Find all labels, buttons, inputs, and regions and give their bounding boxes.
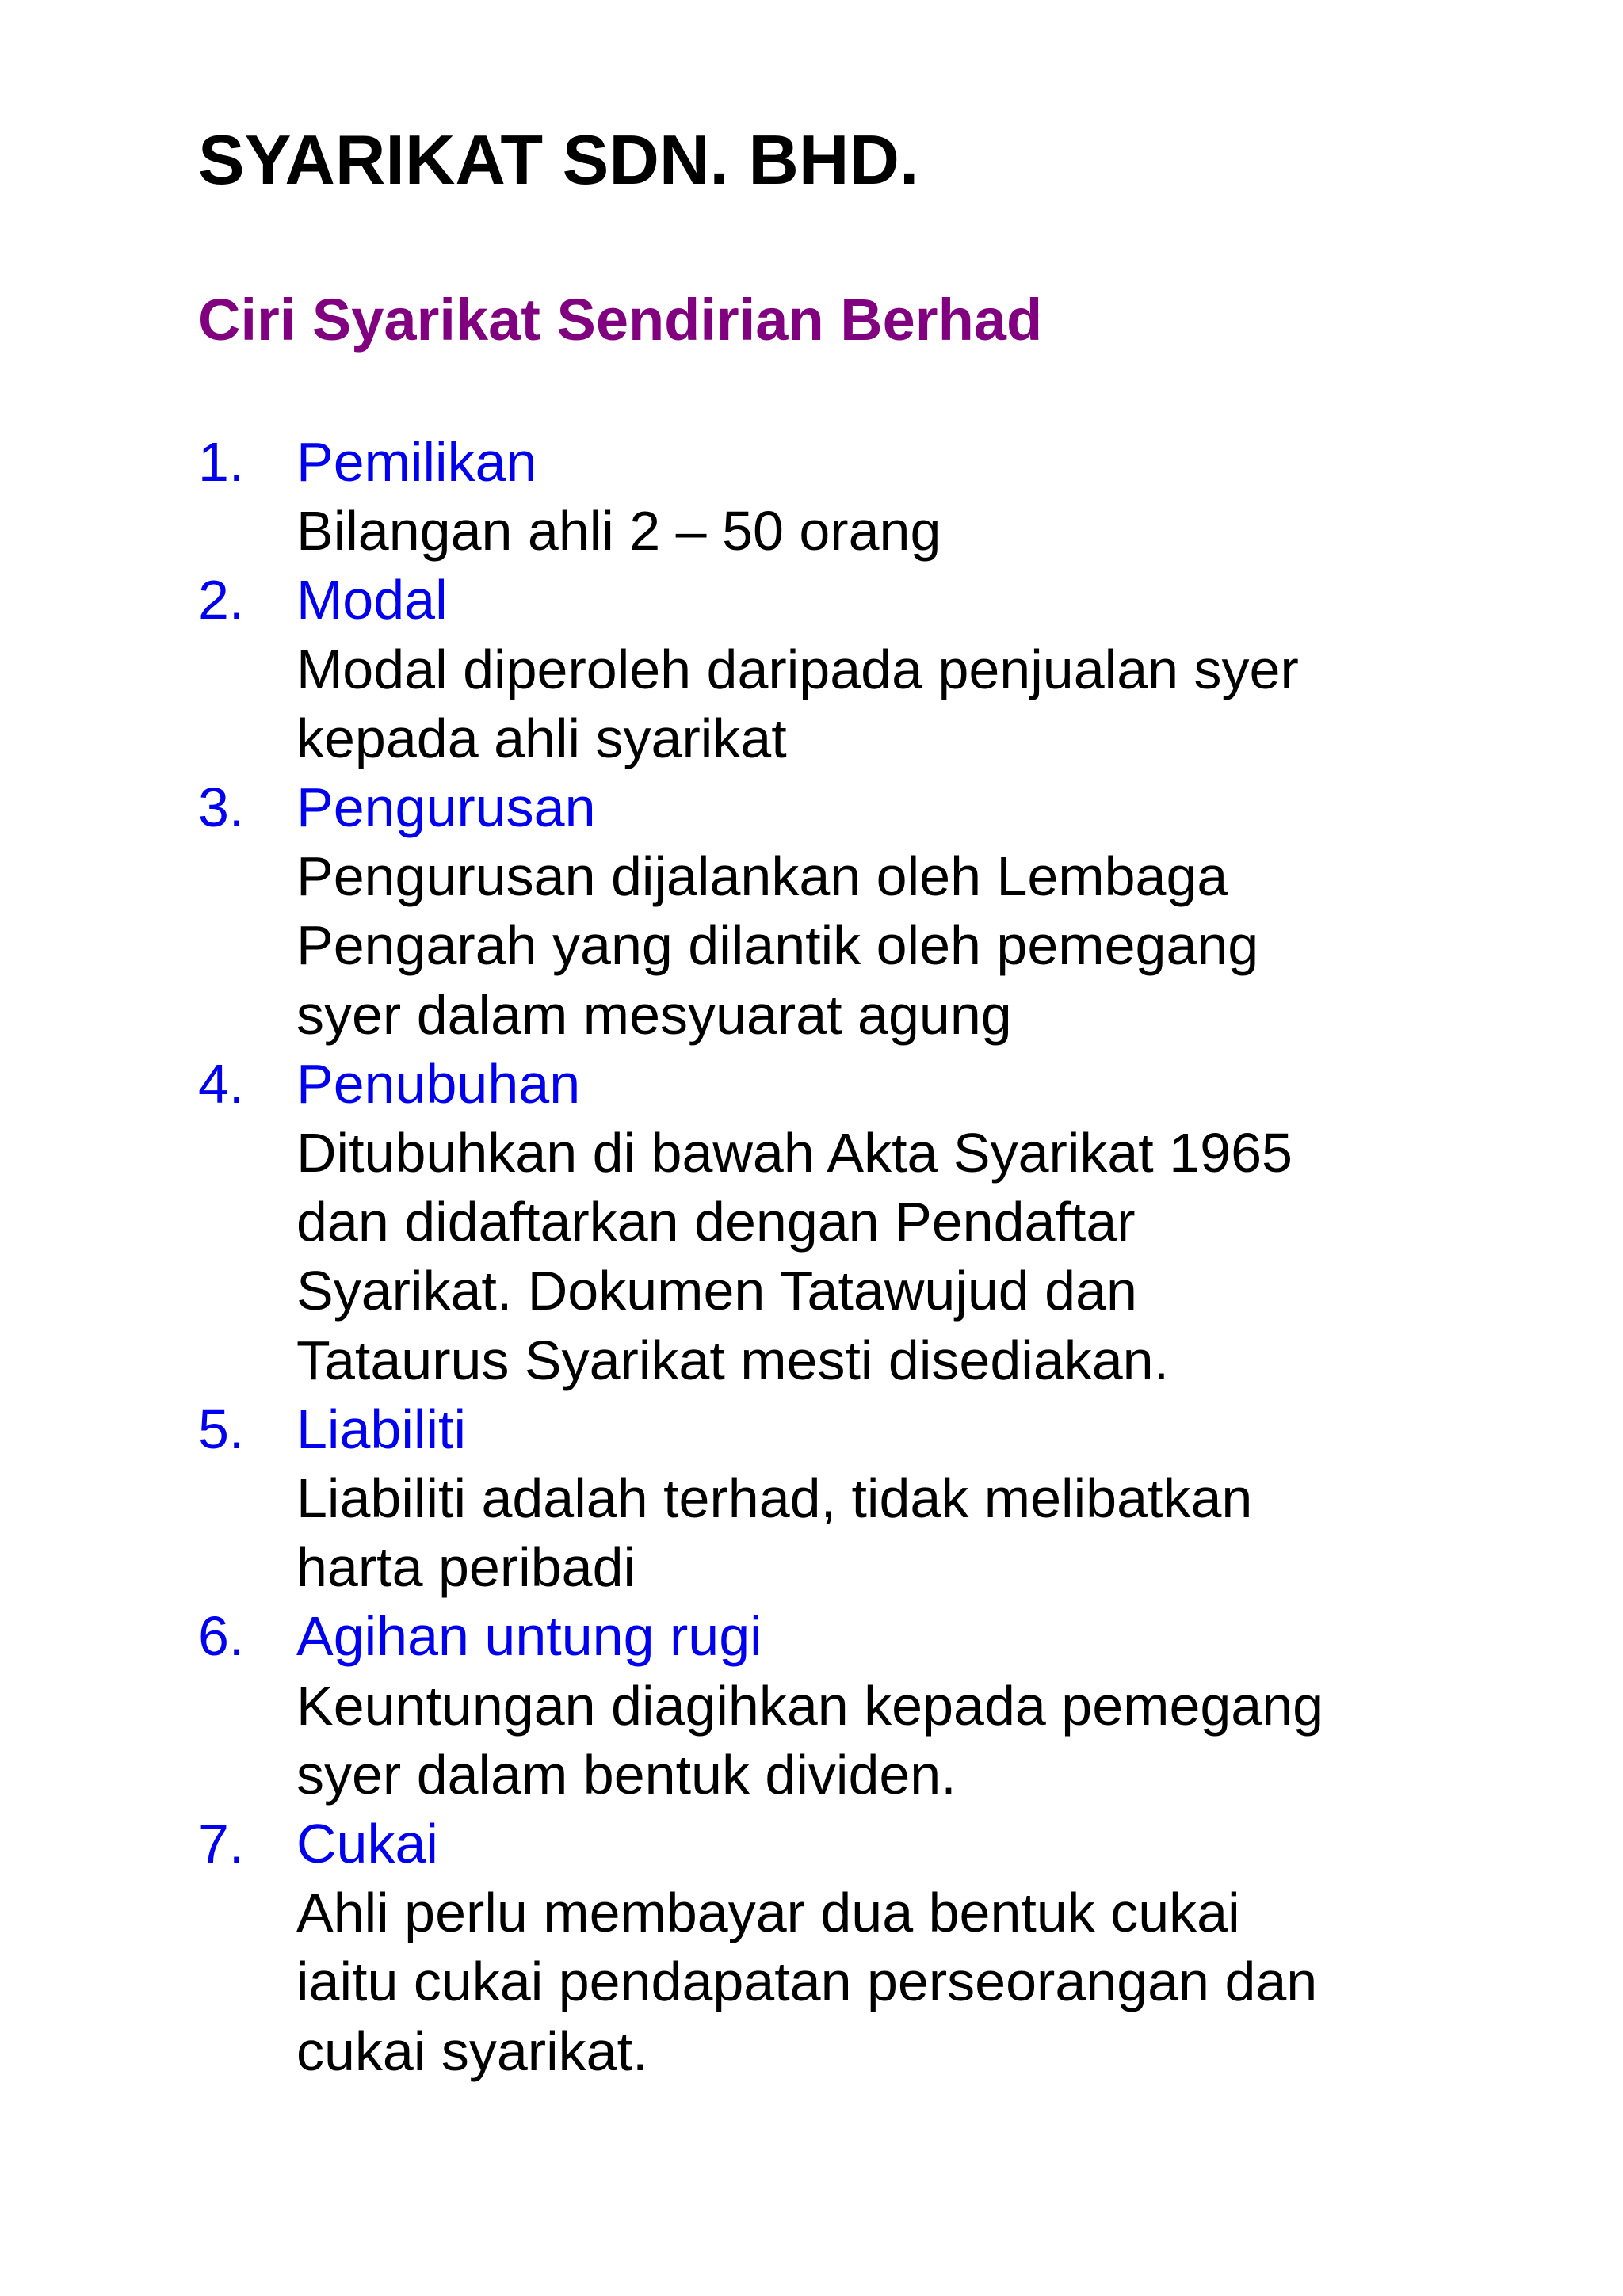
description-line: kepada ahli syarikat (296, 707, 787, 769)
description-line: syer dalam mesyuarat agung (296, 983, 1012, 1046)
item-heading: Modal (296, 569, 448, 631)
item-number: 2. (198, 569, 245, 631)
description-line: Keuntungan diagihkan kepada pemegang (296, 1674, 1324, 1737)
description-line: Ahli perlu membayar dua bentuk cukai (296, 1882, 1240, 1944)
list-item (198, 1395, 1434, 1603)
item-heading: Cukai (296, 1813, 438, 1875)
item-number: 5. (198, 1398, 245, 1460)
description-line: Syarikat. Dokumen Tatawujud dan (296, 1260, 1137, 1322)
item-description (296, 842, 1434, 1050)
list-item (198, 566, 1434, 773)
page-subtitle: Ciri Syarikat Sendirian Berhad (198, 287, 1043, 353)
item-description (296, 1672, 1434, 1810)
description-line: Ditubuhkan di bawah Akta Syarikat 1965 (296, 1122, 1293, 1184)
item-description (296, 1464, 1434, 1602)
item-number: 4. (198, 1052, 245, 1115)
characteristics-list (198, 428, 1434, 2086)
list-item (198, 1050, 1434, 1395)
description-line: harta peribadi (296, 1536, 636, 1599)
description-line: iaitu cukai pendapatan perseorangan dan (296, 1951, 1318, 2013)
description-line: dan didaftarkan dengan Pendaftar (296, 1191, 1136, 1253)
description-line: Bilangan ahli 2 – 50 orang (296, 500, 941, 563)
item-description (296, 1119, 1434, 1395)
item-heading: Pengurusan (296, 776, 596, 839)
item-description (296, 1878, 1434, 2086)
item-heading: Agihan untung rugi (296, 1605, 762, 1668)
item-number: 7. (198, 1813, 245, 1875)
list-item (198, 1602, 1434, 1810)
description-line: Modal diperoleh daripada penjualan syer (296, 638, 1299, 700)
list-item (198, 428, 1434, 566)
description-line: syer dalam bentuk dividen. (296, 1743, 957, 1806)
item-number: 3. (198, 776, 245, 839)
description-line: Liabiliti adalah terhad, tidak melibatkan (296, 1467, 1253, 1530)
item-heading: Penubuhan (296, 1052, 581, 1115)
description-line: Pengurusan dijalankan oleh Lembaga (296, 845, 1228, 908)
page-title: SYARIKAT SDN. BHD. (198, 120, 919, 199)
item-description (296, 497, 1434, 566)
item-heading: Pemilikan (296, 431, 537, 493)
description-line: cukai syarikat. (296, 2019, 648, 2082)
item-number: 1. (198, 431, 245, 493)
item-number: 6. (198, 1605, 245, 1668)
item-description (296, 635, 1434, 773)
list-item (198, 1810, 1434, 2086)
list-item (198, 773, 1434, 1050)
description-line: Pengarah yang dilantik oleh pemegang (296, 914, 1259, 977)
item-heading: Liabiliti (296, 1398, 466, 1460)
description-line: Tataurus Syarikat mesti disediakan. (296, 1329, 1170, 1391)
